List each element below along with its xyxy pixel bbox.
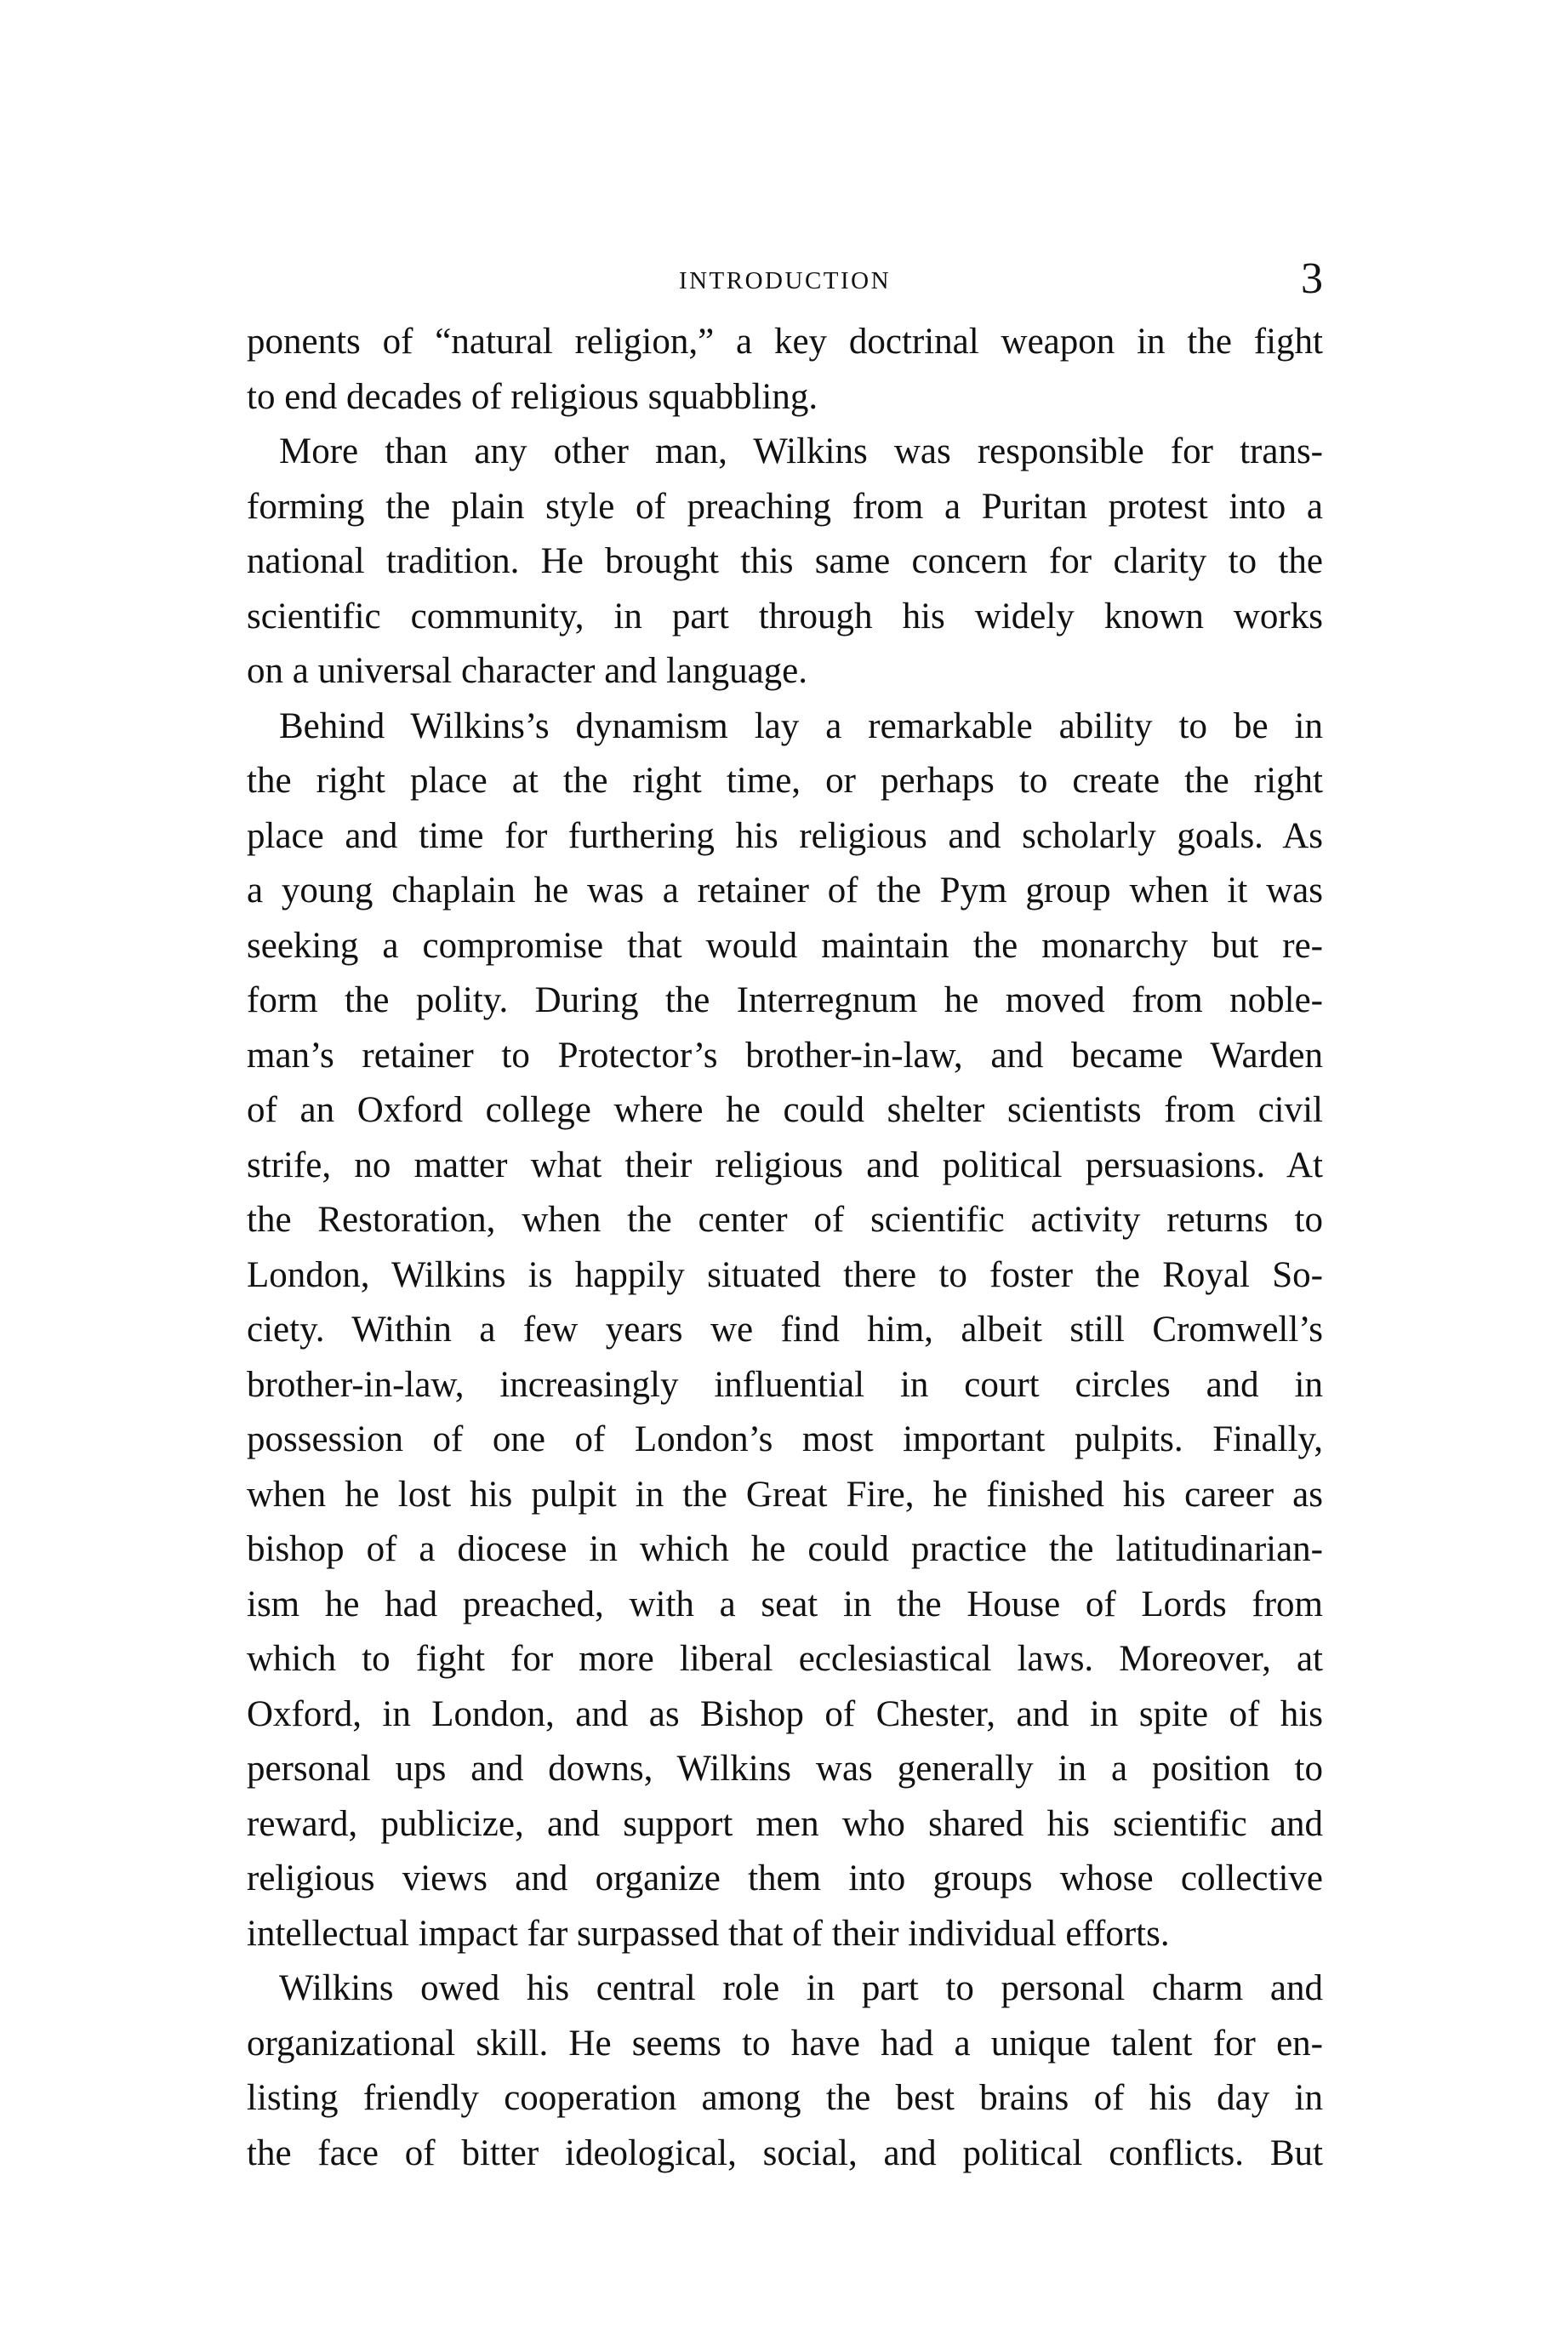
text-line: ism he had preached, with a seat in the House of Lords from: [247, 1584, 1323, 1624]
text-line: bishop of a diocese in which he could practice the latitudinarian-: [247, 1529, 1323, 1569]
text-line: of an Oxford college where he could shelter scientists from civil: [247, 1090, 1323, 1130]
text-line: man’s retainer to Protector’s brother-in-law, and became Warden: [247, 1035, 1323, 1076]
text-line: forming the plain style of preaching from a Puritan protest into a: [247, 486, 1323, 527]
text-line: scientific community, in part through his widely known works: [247, 596, 1323, 637]
text-line: religious views and organize them into groups whose collective: [247, 1858, 1323, 1898]
text-line: reward, publicize, and support men who shared his scientific and: [247, 1803, 1323, 1844]
text-line: to end decades of religious squabbling.: [247, 376, 818, 417]
text-line: the right place at the right time, or perhaps to create the right: [247, 761, 1323, 801]
paragraph: [247, 315, 1323, 425]
text-line: intellectual impact far surpassed that of their individual efforts.: [247, 1913, 1170, 1954]
text-line: which to fight for more liberal ecclesiastical laws. Moreover, at: [247, 1639, 1323, 1679]
text-line: Wilkins owed his central role in part to personal charm and: [279, 1968, 1323, 2008]
text-line: ponents of “natural religion,” a key doctrinal weapon in the fight: [247, 322, 1323, 362]
text-line: seeking a compromise that would maintain the monarchy but re-: [247, 925, 1323, 966]
paragraph: [247, 425, 1323, 699]
text-line: form the polity. During the Interregnum he moved from noble-: [247, 980, 1323, 1020]
text-line: strife, no matter what their religious and political persuasions. At: [247, 1145, 1323, 1185]
text-line: organizational skill. He seems to have had a unique talent for en-: [247, 2023, 1323, 2064]
text-line: ciety. Within a few years we find him, albeit still Cromwell’s: [247, 1310, 1323, 1350]
text-line: when he lost his pulpit in the Great Fire, he finished his career as: [247, 1474, 1323, 1515]
body-text: [247, 315, 1323, 2181]
text-line: the face of bitter ideological, social, and political conflicts. But: [247, 2132, 1323, 2173]
running-title: INTRODUCTION: [678, 267, 892, 294]
text-line: brother-in-law, increasingly influential in court circles and in: [247, 1364, 1323, 1405]
text-line: possession of one of London’s most important pulpits. Finally,: [247, 1419, 1323, 1459]
running-head: [247, 254, 1323, 308]
text-line: on a universal character and language.: [247, 651, 808, 691]
paragraph: [247, 1961, 1323, 2181]
text-line: national tradition. He brought this same concern for clarity to the: [247, 541, 1323, 581]
text-line: Behind Wilkins’s dynamism lay a remarkable ability to be in: [279, 705, 1323, 746]
text-line: personal ups and downs, Wilkins was generally in a position to: [247, 1749, 1323, 1789]
text-line: London, Wilkins is happily situated there to foster the Royal So-: [247, 1254, 1323, 1295]
text-line: listing friendly cooperation among the best brains of his day in: [247, 2078, 1323, 2118]
paragraph: [247, 699, 1323, 1962]
text-line: More than any other man, Wilkins was responsible for trans-: [279, 431, 1323, 471]
text-line: Oxford, in London, and as Bishop of Chester, and in spite of his: [247, 1693, 1323, 1734]
text-line: place and time for furthering his religious and scholarly goals. As: [247, 815, 1323, 856]
page-number: 3: [1301, 254, 1323, 303]
text-line: a young chaplain he was a retainer of the Pym group when it was: [247, 871, 1323, 911]
text-line: the Restoration, when the center of scientific activity returns to: [247, 1200, 1323, 1240]
